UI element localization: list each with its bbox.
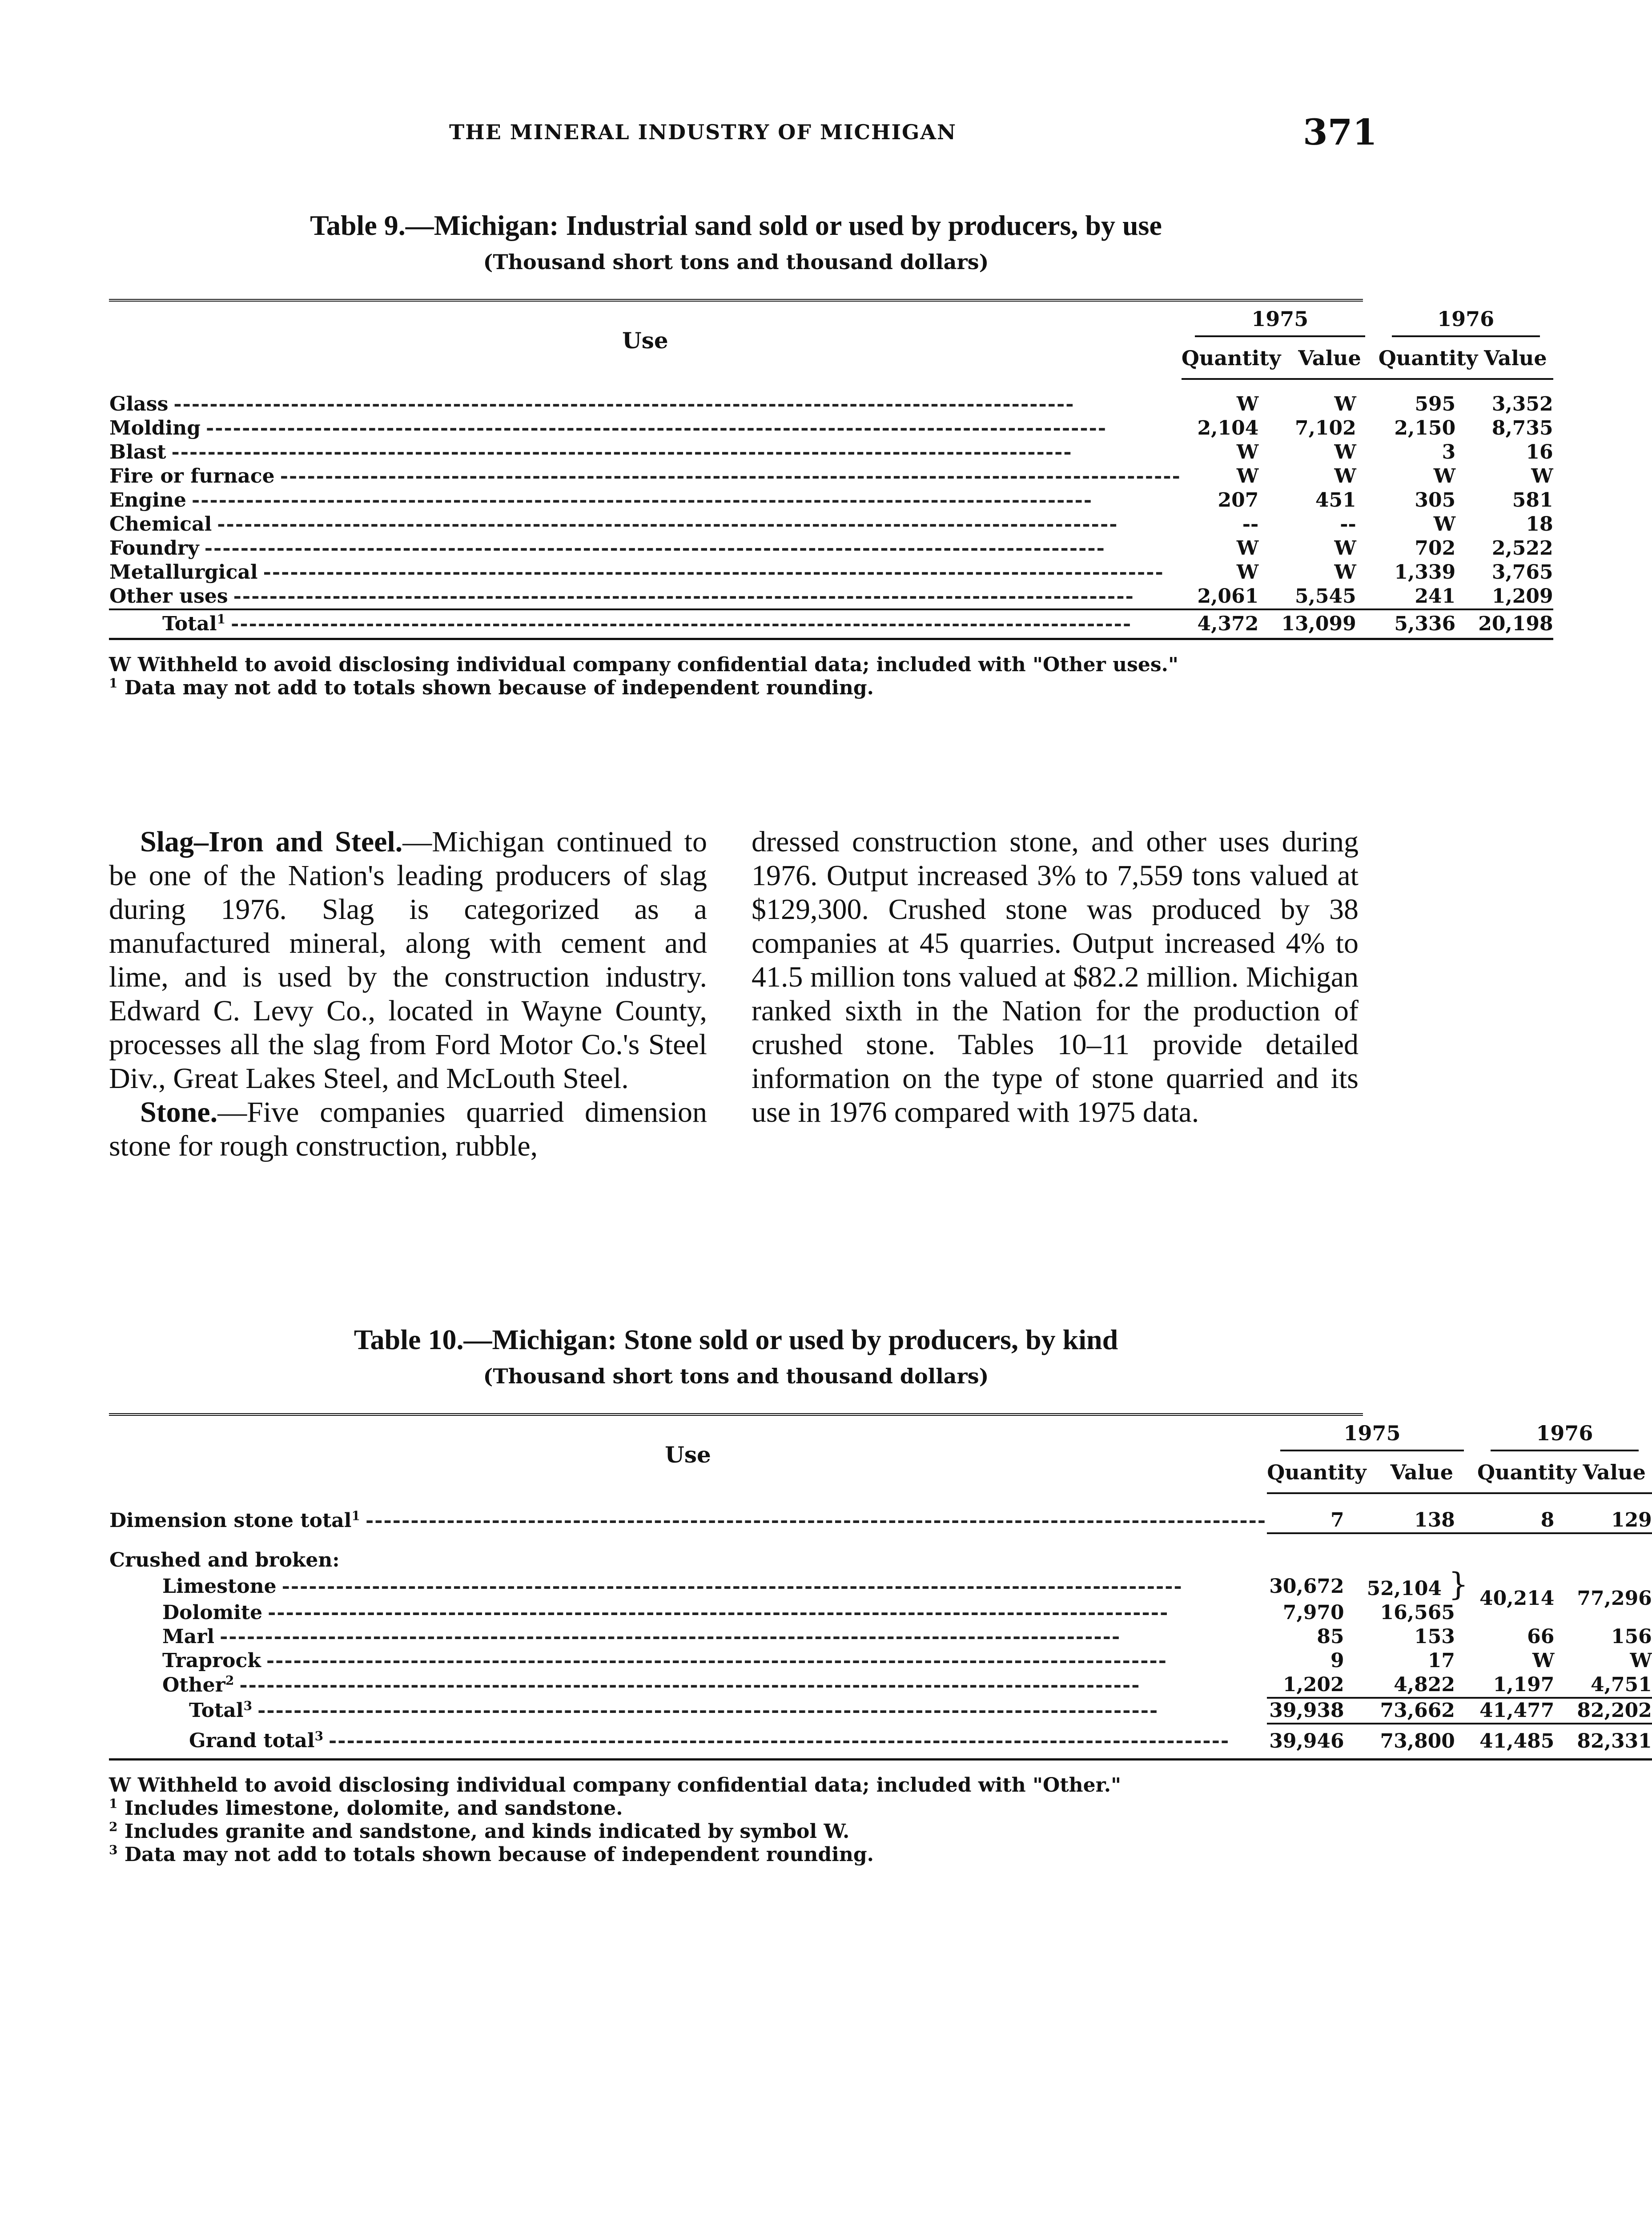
table-10-dimension-row: Dimension stone total$^1$ ---------------------------------------------------------------------------------------------------- 7 138 8 129 xyxy=(109,1508,1652,1533)
table-10-value-1975-header: Value xyxy=(1367,1456,1477,1493)
table-10-use-header: Use xyxy=(665,1441,711,1468)
table-row: Metallurgical ---------------------------------------------------------------------------------------------------- W W 1,339 3,765 xyxy=(109,561,1553,584)
table-10-year-1975: 1975 xyxy=(1280,1421,1464,1451)
paragraph-slag: Slag–Iron and Steel.—Michigan continued to be one of the Nation's leading producers of slag during 1976. Slag is categorized as a manufactured mineral, along with cement and lime, and is used by the construction industry. Edward C. Levy Co., located in Wayne County, processes all the slag from Ford Motor Co.'s Steel Div., Great Lakes Steel, and McLouth Steel. xyxy=(109,826,707,1095)
table-10-subtitle: (Thousand short tons and thousand dollars) xyxy=(483,1364,989,1388)
table-9 xyxy=(109,209,1553,700)
table-row: Blast ---------------------------------------------------------------------------------------------------- W W 3 16 xyxy=(109,441,1553,463)
body-column-left xyxy=(109,825,707,1163)
table-10-footnote-3: $^3$ Data may not add to totals shown because of independent rounding. xyxy=(109,1842,874,1866)
body-column-right xyxy=(752,825,1359,1129)
paragraph-stone: Stone.—Five companies quarried dimension stone for rough construction, rubble, xyxy=(109,1096,707,1162)
table-10-footnote-1: $^1$ Includes limestone, dolomite, and sandstone. xyxy=(109,1796,623,1820)
table-9-grid xyxy=(109,302,1553,640)
table-10-year-1976: 1976 xyxy=(1491,1421,1639,1451)
table-9-subtitle: (Thousand short tons and thousand dollars) xyxy=(483,250,989,274)
table-10-title: Table 10.—Michigan: Stone sold or used by producers, by kind xyxy=(354,1324,1118,1355)
table-9-quantity-1975-header: Quantity xyxy=(1182,342,1281,379)
table-9-year-1975: 1975 xyxy=(1195,307,1365,337)
table-9-total-row: Total$^1$ ---------------------------------------------------------------------------------------------------- 4,372 13,099 5,336 20,198 xyxy=(109,609,1553,639)
table-10-value-1976-header: Value xyxy=(1576,1456,1652,1493)
table-10-quantity-1976-header: Quantity xyxy=(1477,1456,1576,1493)
running-title: THE MINERAL INDUSTRY OF MICHIGAN xyxy=(449,120,957,144)
page-number: 371 xyxy=(1303,111,1377,153)
table-row: Glass ---------------------------------------------------------------------------------------------------- W W 595 3,352 xyxy=(109,393,1553,415)
table-row: Fire or furnace ---------------------------------------------------------------------------------------------------- W W W W xyxy=(109,465,1553,488)
table-10-quantity-1975-header: Quantity xyxy=(1267,1456,1366,1493)
table-9-year-1976: 1976 xyxy=(1392,307,1540,337)
table-row: Chemical ---------------------------------------------------------------------------------------------------- -- -- W 18 xyxy=(109,513,1553,536)
table-10-crushed-heading: Crushed and broken: xyxy=(109,1548,1652,1572)
table-row: Marl ---------------------------------------------------------------------------------------------------- 85 153 66 156 xyxy=(162,1625,1652,1648)
table-9-footnote-1: $^1$ Data may not add to totals shown because of independent rounding. xyxy=(109,676,874,699)
table-10-footnote-2: $^2$ Includes granite and sandstone, and kinds indicated by symbol W. xyxy=(109,1819,850,1843)
table-row: Foundry ---------------------------------------------------------------------------------------------------- W W 702 2,522 xyxy=(109,537,1553,560)
table-10-grid xyxy=(109,1416,1652,1761)
table-9-quantity-1976-header: Quantity xyxy=(1379,342,1478,379)
table-row: Other uses ---------------------------------------------------------------------------------------------------- 2,061 5,545 241 1,209 xyxy=(109,585,1553,608)
table-row: Dolomite ---------------------------------------------------------------------------------------------------- 7,970 16,565 xyxy=(162,1601,1455,1624)
table-10-grand-total-row: Grand total$^3$ ---------------------------------------------------------------------------------------------------- 39,946 73,800 41,485 82,331 xyxy=(109,1724,1652,1760)
page-header xyxy=(0,107,1514,160)
table-row: Other$^2$ ---------------------------------------------------------------------------------------------------- 1,202 4,822 1,197 4,751 xyxy=(109,1673,1652,1698)
table-row: Engine ---------------------------------------------------------------------------------------------------- 207 451 305 581 xyxy=(109,489,1553,512)
table-9-use-header: Use xyxy=(622,327,668,354)
table-row: Limestone ---------------------------------------------------------------------------------------------------- 30,672 52,104 } 40,214 77,296 xyxy=(162,1566,1652,1610)
table-9-footnotes xyxy=(109,653,1363,700)
table-10-total-row: Total$^3$ ---------------------------------------------------------------------------------------------------- 39,938 73,662 41,477 82,202 xyxy=(109,1698,1652,1724)
table-9-value-1976-header: Value xyxy=(1478,342,1553,379)
table-10 xyxy=(109,1323,1652,1866)
table-9-footnote-w: W Withheld to avoid disclosing individual company confidential data; included with "Other uses." xyxy=(109,653,1178,676)
table-9-value-1975-header: Value xyxy=(1281,342,1378,379)
table-row: Molding ---------------------------------------------------------------------------------------------------- 2,104 7,102 2,150 8,735 xyxy=(109,417,1553,439)
table-10-footnotes xyxy=(109,1774,1363,1866)
table-row: Traprock ---------------------------------------------------------------------------------------------------- 9 17 W W xyxy=(162,1649,1652,1672)
brace-icon: } xyxy=(1448,1566,1468,1603)
table-9-title: Table 9.—Michigan: Industrial sand sold or used by producers, by use xyxy=(310,210,1162,241)
table-10-footnote-w: W Withheld to avoid disclosing individual company confidential data; included with "Other." xyxy=(109,1774,1121,1797)
paragraph-stone-continued: dressed construction stone, and other uses during 1976. Output increased 3% to 7,559 tons valued at $129,300. Crushed stone was produced by 38 companies at 45 quarries. Output increased 4% to 41.5 million tons valued at $82.2 million. Michigan ranked sixth in the Nation for the production of crushed stone. Tables 10–11 provide detailed information on the type of stone quarried and its use in 1976 compared with 1975 data. xyxy=(752,826,1359,1128)
